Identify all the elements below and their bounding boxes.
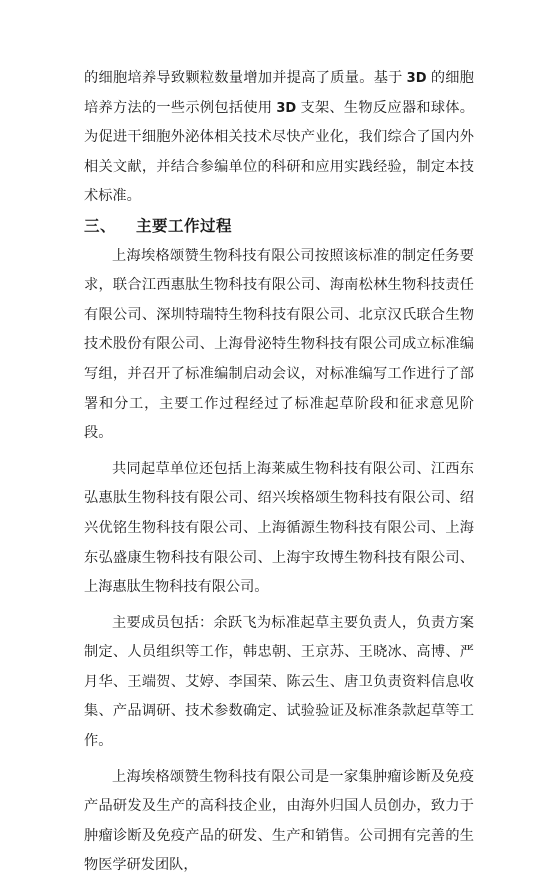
intro-text-c: 的细胞培养方法的一些示例包括使用: [84, 70, 474, 116]
document-body: [84, 64, 474, 881]
company-intro-paragraph: 上海埃格颂赞生物科技有限公司是一家集肿瘤诊断及免疫产品研发及生产的高科技企业，由海外归国人员创办，致力于肿瘤诊断及免疫产品的研发、生产和销售。公司拥有完善的生物医学研发团队，: [84, 768, 474, 874]
co-drafting-units-paragraph: 共同起草单位还包括上海莱威生物科技有限公司、江西东弘惠肽生物科技有限公司、绍兴埃格颂生物科技有限公司、绍兴优铭生物科技有限公司、上海循源生物科技有限公司、上海东弘盛康生物科技有限公司、上海宇玫博生物科技有限公司、上海惠肽生物科技有限公司。: [84, 460, 474, 596]
intro-text-a: 的细胞培养导致颗粒数量增加并提高了质量。基于: [84, 70, 403, 86]
section-title: 主要工作过程: [136, 216, 233, 235]
main-members-paragraph: 主要成员包括：余跃飞为标准起草主要负责人，负责方案制定、人员组织等工作，韩忠朝、王京苏、王晓冰、高博、严月华、王端贺、艾婷、李国荣、陈云生、唐卫负责资料信息收集、产品调研、技术参数确定、试验验证及标准条款起草等工作。: [84, 614, 474, 750]
intro-text-e: 支架、生物反应器和球体。为促进干细胞外泌体相关技术尽快产业化，我们综合了国内外相关文献，并结合参编单位的科研和应用实践经验，制定本技术标准。: [84, 99, 474, 205]
section-heading: [84, 212, 474, 242]
section-number: 三、: [84, 216, 117, 235]
term-3d: 3D: [276, 100, 297, 116]
work-process-paragraph: 上海埃格颂赞生物科技有限公司按照该标准的制定任务要求，联合江西惠肽生物科技有限公司、海南松林生物科技责任有限公司、深圳特瑞特生物科技有限公司、北京汉氏联合生物技术股份有限公司、上海骨泌特生物科技有限公司成立标准编写组，并召开了标准编制启动会议，对标准编写工作进行了部署和分工，主要工作过程经过了标准起草阶段和征求意见阶段。: [84, 247, 474, 442]
intro-paragraph: [84, 64, 474, 212]
term-3d: 3D: [406, 71, 427, 86]
